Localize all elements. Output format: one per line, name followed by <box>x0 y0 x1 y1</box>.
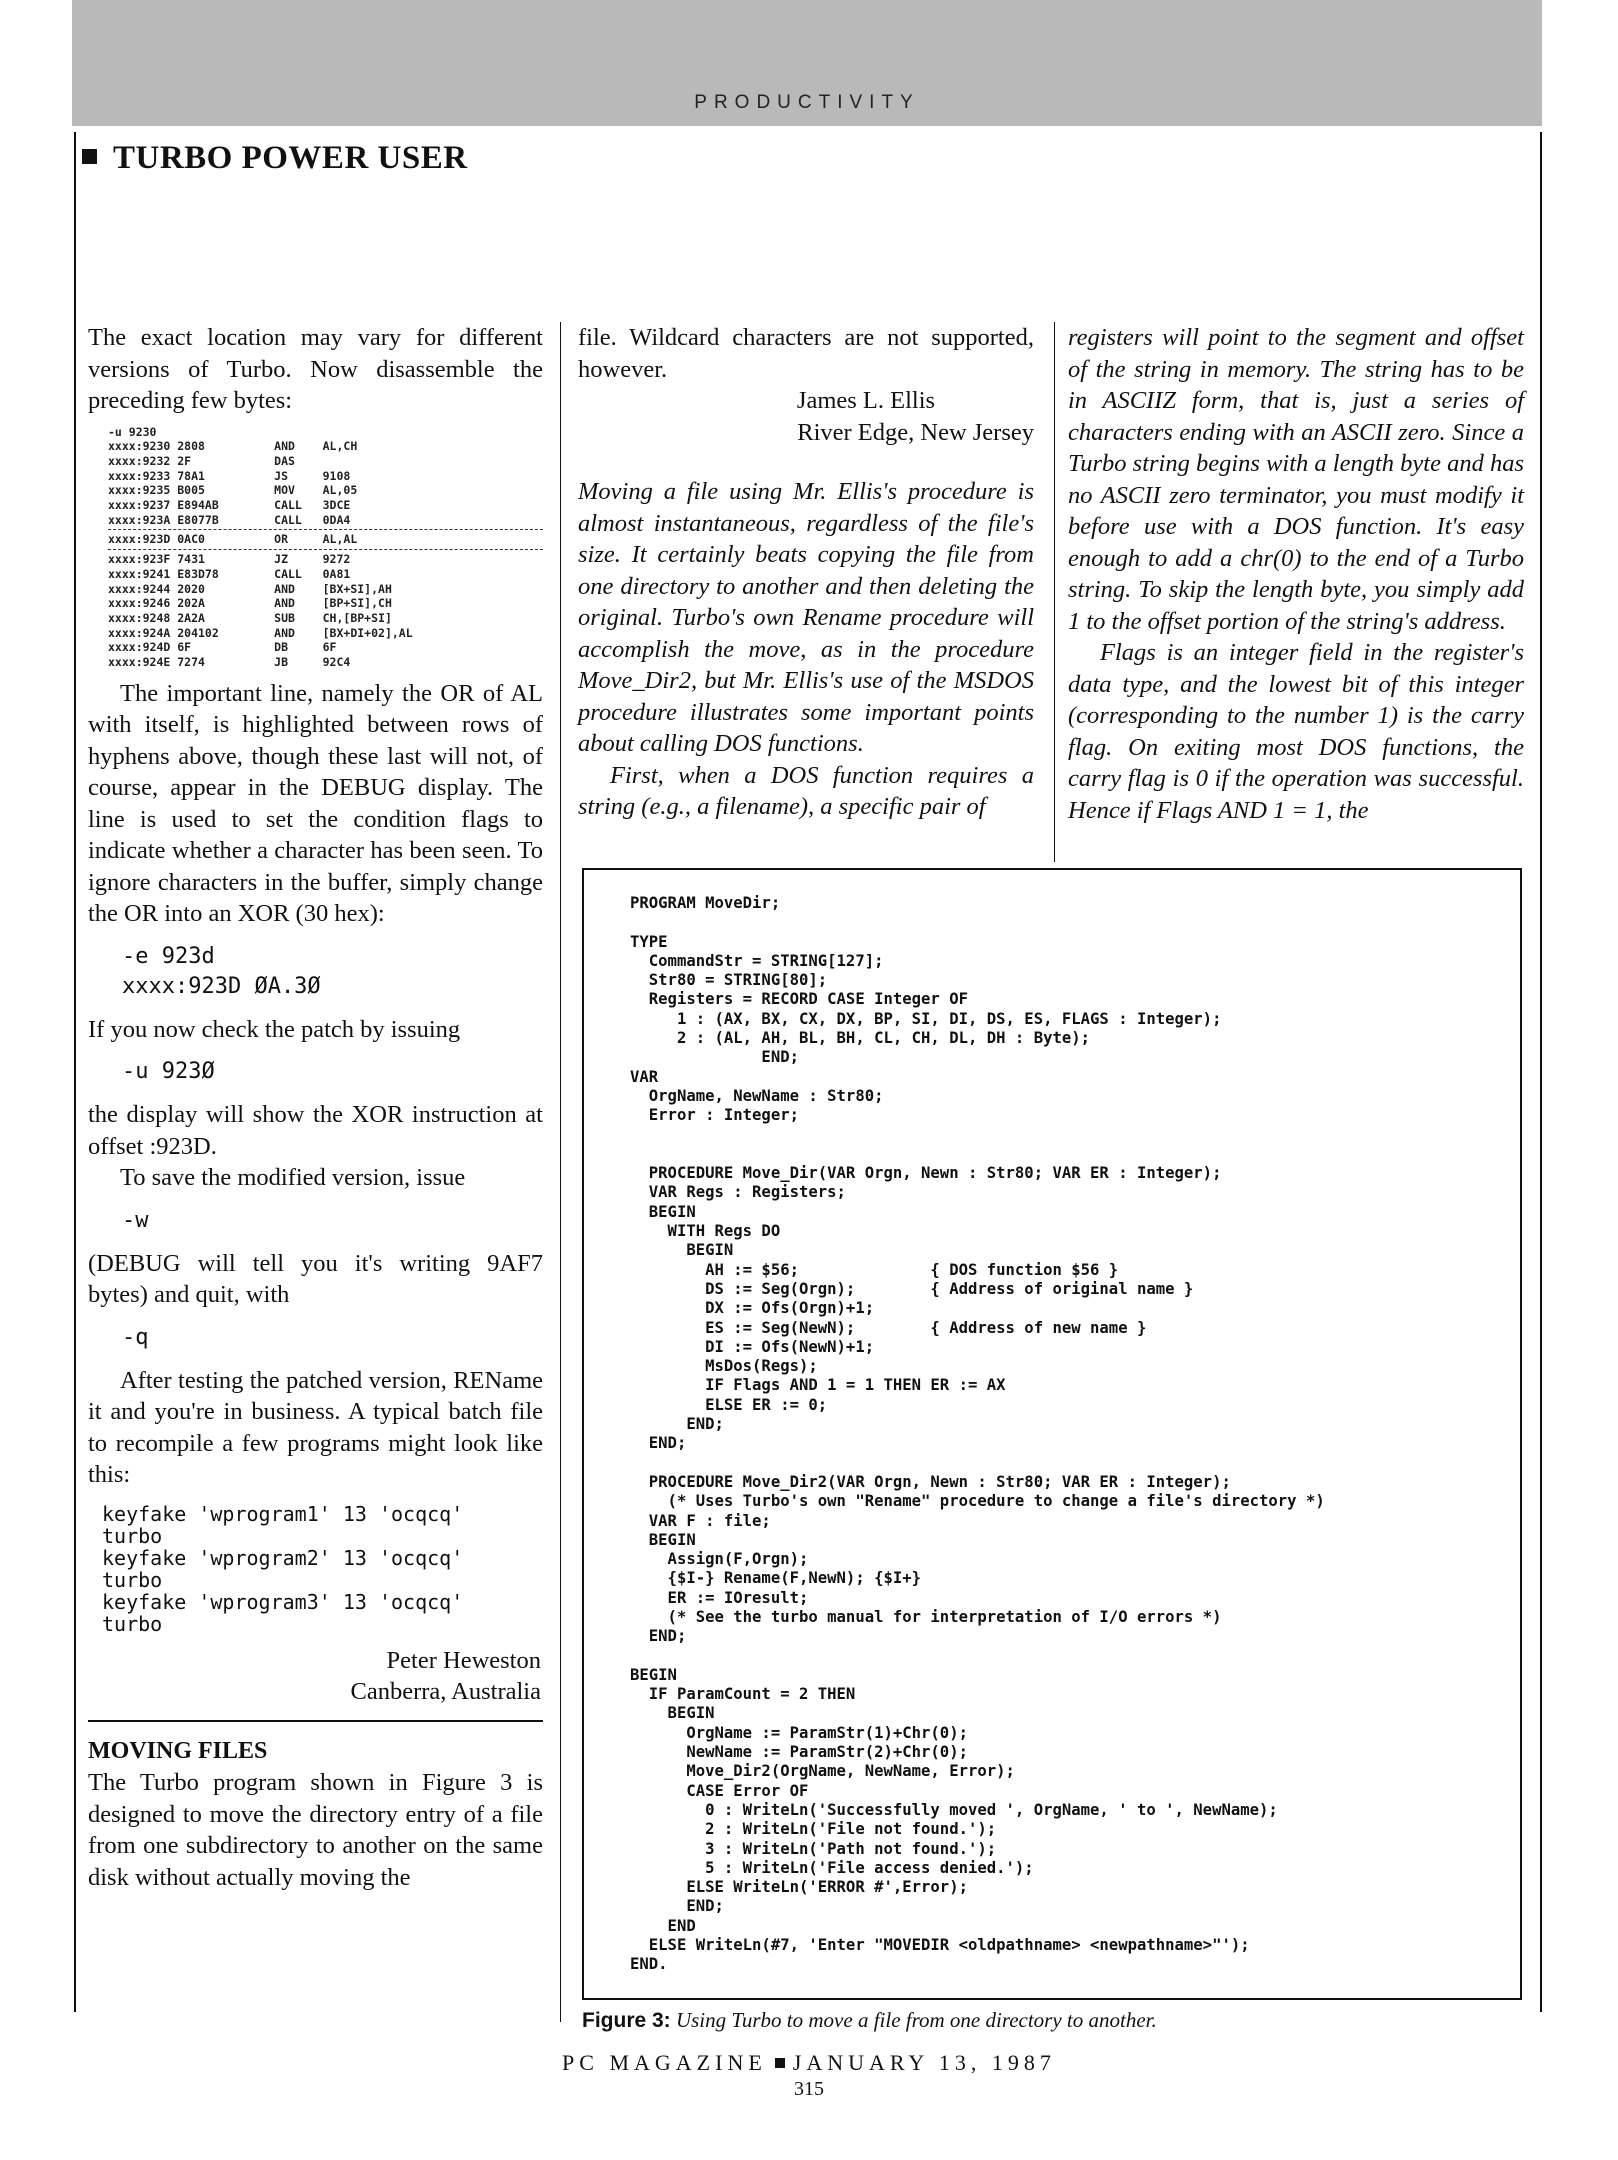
figure-3-code-box <box>582 868 1522 2000</box>
paragraph: registers will point to the segment and offset of the string in memory. The string has to be in ASCIIZ form, that is, just a series of characters ending with an ASCII zero. Since a Turbo string begins with a length byte and has no ASCII zero terminator, you must modify it before use with a DOS function. It's easy enough to add a chr(0) to the end of a Turbo string. To skip the length byte, you simply add 1 to the offset portion of the string's address. <box>1068 324 1524 635</box>
disassembly-bottom: xxxx:923F 7431 JZ 9272 xxxx:9241 E83D78 CALL 0A81 xxxx:9244 2020 AND [BX+SI],AH xxxx:9246 202A AND [BP+SI],CH xxxx:9248 2A2A SUB CH,[BP+SI] xxxx:924A 204102 AND [BX+DI+02],AL xxxx:924D 6F DB 6F xxxx:924E 7274 JB 92C4 <box>108 552 413 670</box>
column-rule-1 <box>560 322 561 2022</box>
page-number: 315 <box>794 2078 824 2100</box>
disassembly-highlight: xxxx:923D 0AC0 OR AL,AL <box>108 532 358 547</box>
bullet-square-icon <box>82 149 97 164</box>
article-column-3 <box>1068 322 1524 826</box>
right-margin-rule <box>1540 132 1542 2012</box>
magazine-name: PC MAGAZINE <box>562 2050 767 2075</box>
disassembly-top: -u 9230 xxxx:9230 2808 AND AL,CH xxxx:9232 2F DAS xxxx:9233 78A1 JS 9108 xxxx:9235 B005 MOV AL,05 xxxx:9237 E894AB CALL 3DCE xxxx:923A E8077B CALL 0DA4 <box>108 424 358 527</box>
paragraph: file. Wildcard characters are not supported, however. <box>578 324 1034 383</box>
batch-file-listing: keyfake 'wprogram1' 13 'ocqcq' turbo keyfake 'wprogram2' 13 'ocqcq' turbo keyfake 'wprogram3' 13 'ocqcq' turbo <box>102 1501 464 1636</box>
caption-label: Figure 3: <box>582 2009 671 2032</box>
column-rule-2 <box>1054 322 1055 862</box>
paragraph: (DEBUG will tell you it's writing 9AF7 bytes) and quit, with <box>88 1249 543 1309</box>
paragraph: The Turbo program shown in Figure 3 is designed to move the directory entry of a file from one subdirectory to another on the same disk without actually moving the <box>88 1769 543 1891</box>
column-title-text: TURBO POWER USER <box>113 140 468 176</box>
section-divider <box>88 1720 543 1722</box>
article-column-1 <box>88 322 543 1893</box>
paragraph: If you now check the patch by issuing <box>88 1015 461 1043</box>
debug-command: -q <box>122 1324 149 1350</box>
debug-command: -w <box>122 1207 149 1233</box>
caption-text: Using Turbo to move a file from one directory to another. <box>675 2008 1157 2032</box>
issue-date: JANUARY 13, 1987 <box>792 2050 1056 2075</box>
figure-caption <box>582 2008 1157 2033</box>
paragraph: First, when a DOS function requires a string (e.g., a filename), a specific pair of <box>578 761 1034 820</box>
paragraph: After testing the patched version, REName it and you're in business. A typical batch file to recompile a few programs might look like this: <box>88 1366 543 1489</box>
footer-bullet-icon <box>775 2058 785 2068</box>
pascal-listing: PROGRAM MoveDir; TYPE CommandStr = STRING[127]; Str80 = STRING[80]; Registers = RECORD CASE Integer OF 1 : (AX, BX, CX, DX, BP, SI, DI, DS, ES, FLAGS : Integer); 2 : (AL, AH, BL, BH, CL, CH, DL, DH : Byte); END; VAR OrgName, NewName : Str80; Error : Integer; PROCEDURE Move_Dir(VAR Orgn, Newn : Str80; VAR ER : Integer); VAR Regs : Registers; BEGIN WITH Regs DO BEGIN AH := $56; { DOS function $56 } DS := Seg(Orgn); { Address of original name } DX := Ofs(Orgn)+1; ES := Seg(NewN); { Address of new name } DI := Ofs(NewN)+1; MsDos(Regs); IF Flags AND 1 = 1 THEN ER := AX ELSE ER := 0; END; END; PROCEDURE Move_Dir2(VAR Orgn, Newn : Str80; VAR ER : Integer); (* Uses Turbo's own "Rename" procedure to change a file's directory *) VAR F : file; BEGIN Assign(F,Orgn); {$I-} Rename(F,NewN); {$I+} ER := IOresult; (* See the turbo manual for interpretation of I/O errors *) END; BEGIN IF ParamCount = 2 THEN BEGIN OrgName := ParamStr(1)+Chr(0); NewName := ParamStr(2)+Chr(0); Move_Dir2(OrgName, NewName, Error); CASE Error OF 0 : WriteLn('Successfully moved ', OrgName, ' to ', NewName); 2 : WriteLn('File not found.'); 3 : WriteLn('Path not found.'); 5 : WriteLn('File access denied.'); ELSE WriteLn('ERROR #',Error); END; END ELSE WriteLn(#7, 'Enter "MOVEDIR <oldpathname> <newpathname>"'); END. <box>630 894 1325 1974</box>
hyphen-divider <box>108 549 543 550</box>
disassembly-listing <box>108 425 543 670</box>
column-title <box>82 140 468 177</box>
debug-command: -u 923Ø <box>122 1059 215 1085</box>
signature-name: Peter Heweston <box>386 1646 541 1674</box>
paragraph: The exact location may vary for different versions of Turbo. Now disassemble the preceding few bytes: <box>88 324 543 414</box>
header-bar <box>72 0 1542 126</box>
paragraph: To save the modified version, issue <box>120 1164 466 1192</box>
page-footer <box>0 2050 1618 2076</box>
paragraph: The important line, namely the OR of AL with itself, is highlighted between rows of hyphens above, though these last will not, of course, appear in the DEBUG display. The line is used to set the condition flags to indicate whether a character has been seen. To ignore characters in the buffer, simply change the OR into an XOR (30 hex): <box>88 679 543 928</box>
debug-command: -e 923d xxxx:923D ØA.3Ø <box>122 943 321 999</box>
subheading: MOVING FILES <box>88 1737 268 1764</box>
section-label: PRODUCTIVITY <box>694 92 920 113</box>
signature-place: Canberra, Australia <box>350 1678 541 1706</box>
signature-name: James L. Ellis <box>796 387 936 414</box>
signature-place: River Edge, New Jersey <box>797 418 1034 446</box>
hyphen-divider <box>108 529 543 530</box>
left-margin-rule <box>74 132 76 2012</box>
paragraph: Flags is an integer field in the register's data type, and the lowest bit of this integer (corresponding to the number 1) is the carry flag. On exiting most DOS functions, the carry flag is 0 if the operation was successful. Hence if Flags AND 1 = 1, the <box>1068 639 1524 824</box>
paragraph: the display will show the XOR instruction at offset :923D. <box>88 1101 543 1160</box>
article-column-2 <box>578 322 1034 823</box>
paragraph: Moving a file using Mr. Ellis's procedure is almost instantaneous, regardless of the file's size. It certainly beats copying the file from one directory to another and then deleting the original. Turbo's own Rename procedure will accomplish the move, as in the procedure Move_Dir2, but Mr. Ellis's use of the MSDOS procedure illustrates some important points about calling DOS functions. <box>578 478 1034 757</box>
